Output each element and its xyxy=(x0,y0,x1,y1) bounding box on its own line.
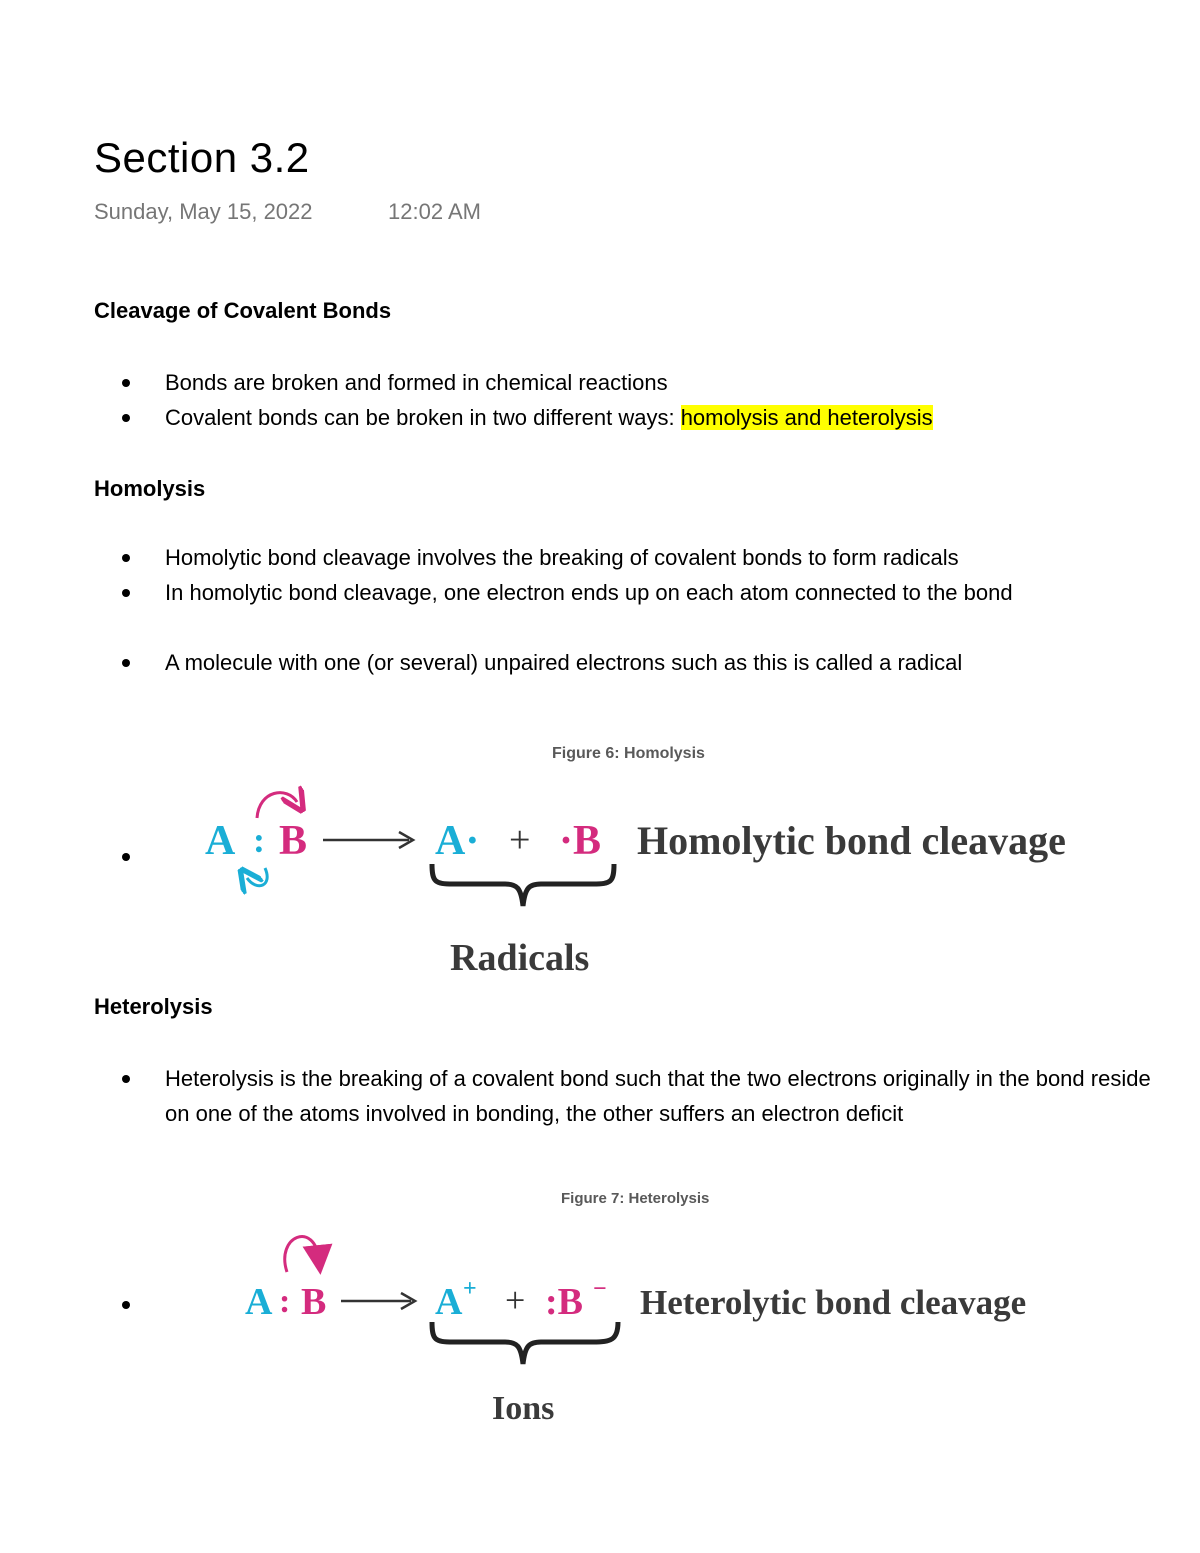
electron-pair: : xyxy=(279,1283,291,1320)
bullet-icon xyxy=(122,554,130,562)
list-item-text: Heterolysis is the breaking of a covalent bond such that the two electrons originally in the bond reside on one of the atoms involved in bonding, the other suffers an electron deficit xyxy=(165,1066,1151,1126)
group-label: Radicals xyxy=(450,937,590,979)
group-label: Ions xyxy=(492,1390,555,1427)
positive-charge: + xyxy=(463,1276,477,1302)
negative-charge: − xyxy=(593,1276,607,1302)
fishhook-arrow-icon xyxy=(247,868,267,886)
section-heading-homolysis: Homolysis xyxy=(94,476,206,501)
bullet-icon xyxy=(122,853,130,861)
atom-b: B xyxy=(279,818,308,864)
list-item-text: Bonds are broken and formed in chemical reactions xyxy=(165,370,668,395)
highlighted-text: homolysis and heterolysis xyxy=(680,405,933,430)
brace-icon xyxy=(432,864,614,906)
bullet-icon xyxy=(122,1301,130,1309)
bullet-icon xyxy=(122,414,130,422)
heterolysis-diagram xyxy=(235,1222,1055,1432)
cation-a: A xyxy=(435,1281,463,1323)
fishhook-arrow-icon xyxy=(257,793,297,818)
plus-sign: + xyxy=(505,1280,526,1320)
atom-b: B xyxy=(301,1281,327,1323)
figure-caption: Figure 6: Homolysis xyxy=(552,745,705,762)
list-item-text: In homolytic bond cleavage, one electron ends up on each atom connected to the bond xyxy=(165,580,1013,605)
bullet-icon xyxy=(122,589,130,597)
atom-a: A xyxy=(245,1281,273,1323)
bullet-icon xyxy=(122,659,130,667)
figure-caption: Figure 7: Heterolysis xyxy=(561,1190,710,1207)
page-time: 12:02 AM xyxy=(388,199,481,224)
list-item-text: Homolytic bond cleavage involves the breaking of covalent bonds to form radicals xyxy=(165,545,959,570)
bullet-icon xyxy=(122,1075,130,1083)
page-title: Section 3.2 xyxy=(94,134,310,181)
atom-a: A xyxy=(205,818,236,864)
homolysis-diagram xyxy=(195,780,1095,985)
cleavage-label: Heterolytic bond cleavage xyxy=(640,1283,1027,1322)
radical-b: ·B xyxy=(559,818,602,864)
list-item-text: A molecule with one (or several) unpaired electrons such as this is called a radical xyxy=(165,650,963,675)
cleavage-label: Homolytic bond cleavage xyxy=(637,818,1066,863)
page-date: Sunday, May 15, 2022 xyxy=(94,199,313,224)
radical-a: A· xyxy=(435,818,480,864)
plus-sign: + xyxy=(509,819,531,861)
anion-b: :B xyxy=(545,1281,583,1323)
curved-arrow-icon xyxy=(285,1237,319,1272)
section-heading-cleavage: Cleavage of Covalent Bonds xyxy=(94,298,392,323)
electron-pair: : xyxy=(253,820,265,860)
list-item-text xyxy=(165,400,1155,435)
list-item-text-prefix: Covalent bonds can be broken in two different ways: xyxy=(165,405,681,430)
bullet-icon xyxy=(122,379,130,387)
section-heading-heterolysis: Heterolysis xyxy=(94,994,213,1019)
brace-icon xyxy=(432,1322,618,1364)
